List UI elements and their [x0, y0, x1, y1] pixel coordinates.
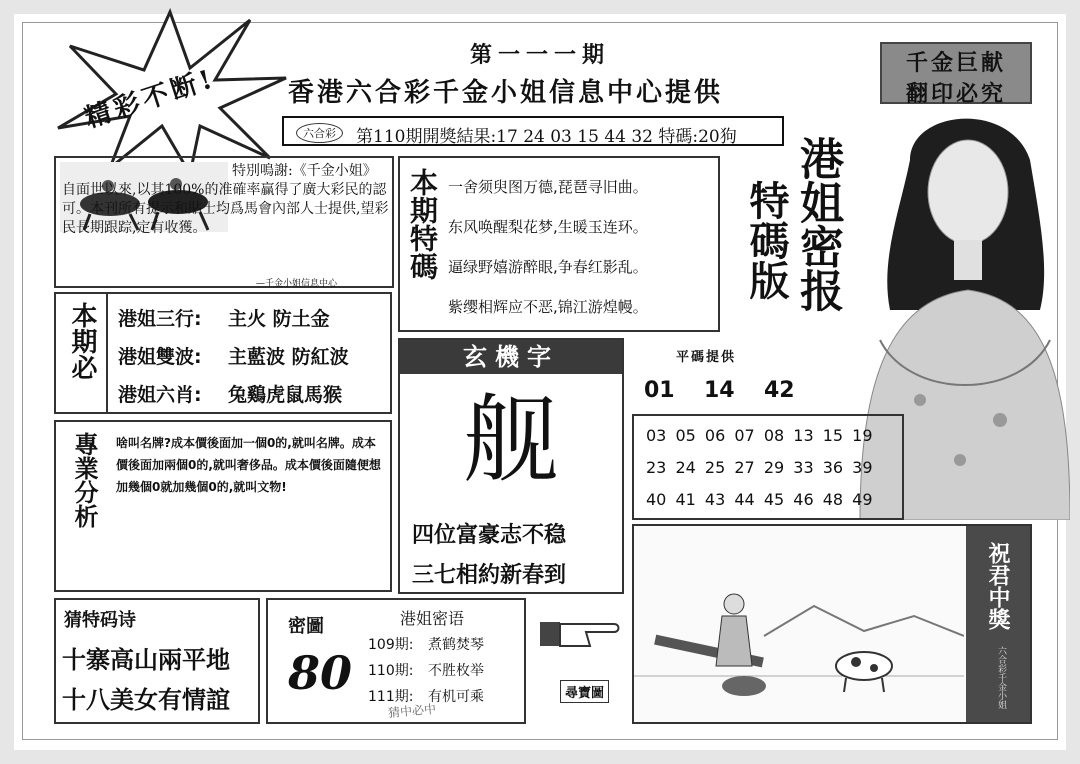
- tips-value: 主藍波 防紅波: [228, 346, 349, 368]
- poem-line: 一舍须臾图万德,琵琶寻旧曲。: [448, 178, 648, 196]
- flat-code: 36: [822, 458, 844, 477]
- flat-code: 33: [793, 458, 814, 477]
- flat-code: 49: [852, 490, 873, 509]
- flat-code: 45: [763, 490, 785, 509]
- flat-code-top: 42: [764, 378, 795, 403]
- mystery-line-2: 三七相約新春到: [412, 563, 567, 588]
- tips-heading: 本期必: [67, 302, 97, 380]
- secret-caption: 猜中必中: [387, 701, 437, 721]
- treasure-label: 尋寶圖: [560, 680, 609, 703]
- hk-secret-phrase: 煮鹤焚琴: [428, 637, 484, 653]
- tips-panel: [54, 292, 392, 414]
- copyright-stamp: [880, 42, 1032, 107]
- special-poem-panel: [398, 156, 720, 332]
- poem-line: 东风唤醒梨花梦,生暖玉连环。: [448, 218, 648, 236]
- flat-code: 05: [675, 426, 696, 445]
- flat-code: 41: [675, 490, 696, 509]
- flat-codes-heading: 平碼提供: [676, 350, 737, 365]
- mystery-char: 舰: [463, 384, 559, 496]
- flat-codes-row: [646, 458, 873, 477]
- pointing-hand-icon: [538, 612, 622, 652]
- hk-secret-period: 111期:: [368, 689, 414, 705]
- flat-code: 06: [704, 426, 726, 445]
- guess-poem-panel: [54, 598, 260, 724]
- flat-code: 27: [734, 458, 755, 477]
- flat-code: 44: [734, 490, 755, 509]
- flat-code: 40: [646, 490, 667, 509]
- stamp-line-2: 翻印必究: [905, 82, 1006, 107]
- flat-code-top: 14: [704, 378, 735, 403]
- tips-label: 港姐三行:: [118, 308, 202, 330]
- treasure-map: [632, 524, 1032, 724]
- secret-number: 80: [288, 646, 353, 700]
- mystery-panel: [398, 338, 624, 594]
- analysis-heading: 專業分析: [70, 432, 98, 528]
- flat-code: 25: [704, 458, 726, 477]
- side-title-col1: 特碼版: [743, 180, 790, 300]
- guess-poem-heading: 猜特码诗: [64, 610, 136, 631]
- flat-codes-row: [646, 490, 873, 509]
- tips-value: 主火 防土金: [228, 308, 330, 330]
- special-poem-heading: 本期特碼: [406, 168, 439, 280]
- hk-secret-period: 110期:: [368, 663, 414, 679]
- poem-line: 逼绿野嬉游醉眼,争春红影乱。: [448, 258, 648, 276]
- flat-code: 24: [675, 458, 696, 477]
- blessing-text: 祝君中獎: [985, 542, 1011, 630]
- flat-code: 13: [793, 426, 814, 445]
- guess-poem-line-1: 十寨高山兩平地: [62, 646, 230, 674]
- flat-code: 29: [763, 458, 785, 477]
- flat-codes-row: [646, 426, 873, 445]
- flat-code: 43: [704, 490, 726, 509]
- analysis-panel: [54, 420, 392, 592]
- flat-code: 03: [646, 426, 667, 445]
- blessing-sub: 六合彩千金小姐: [996, 646, 1006, 709]
- result-text: 第110期開獎結果:17 24 03 15 44 32 特碼:20狗: [356, 127, 737, 147]
- intro-panel: [54, 156, 394, 288]
- blessing-bar: [966, 526, 1030, 722]
- flat-code: 15: [822, 426, 844, 445]
- hk-secret-heading: 港姐密语: [400, 609, 465, 628]
- mystery-heading: 玄機字: [400, 340, 622, 374]
- analysis-text: 啥叫名牌?成本價後面加一個0的,就叫名牌。成本價後面加兩個0的,就叫奢侈品。成本價後面隨便想加幾個0就加幾個0的,就叫文物!: [116, 436, 381, 494]
- secret-label: 密圖: [288, 616, 324, 637]
- hk-secret-phrase: 有机可乘: [428, 689, 484, 705]
- secret-panel: [266, 598, 526, 724]
- result-bar: [282, 116, 784, 146]
- tips-divider: [106, 294, 108, 412]
- flat-code-top: 01: [644, 378, 675, 403]
- farmer-scene-icon: [634, 526, 964, 722]
- intro-signature: —千金小姐信息中心: [256, 279, 338, 289]
- flat-code: 23: [646, 458, 667, 477]
- guess-poem-line-2: 十八美女有情誼: [62, 686, 230, 714]
- flat-code: 46: [793, 490, 814, 509]
- flat-code: 19: [852, 426, 873, 445]
- issue-number: 第一一一期: [470, 43, 611, 68]
- side-title-col2: 港姐密报: [792, 136, 843, 312]
- flat-codes-grid: [632, 414, 904, 520]
- tips-label: 港姐六肖:: [118, 384, 202, 406]
- tips-value: 兔鷄虎鼠馬猴: [228, 384, 343, 406]
- mystery-line-1: 四位富豪志不稳: [412, 523, 567, 548]
- flat-code: 48: [822, 490, 844, 509]
- poem-line: 紫缨相辉应不恶,锦江游煌幔。: [448, 298, 648, 316]
- flat-code: 39: [852, 458, 873, 477]
- page-title: 香港六合彩千金小姐信息中心提供: [288, 78, 724, 108]
- burst-text: 精彩不断!: [81, 63, 220, 135]
- flat-code: 07: [734, 426, 755, 445]
- flat-code: 08: [763, 426, 785, 445]
- stamp-line-1: 千金巨献: [905, 51, 1006, 76]
- intro-text: 特別鳴謝:《千金小姐》自面世以來,以其100%的准確率贏得了廣大彩民的認可。本刊所有提示和貼士均爲馬會內部人士提供,望彩民長期跟踪,定有收獲。: [62, 163, 389, 236]
- tips-label: 港姐雙波:: [118, 346, 202, 368]
- lottery-logo: 六合彩: [296, 123, 343, 143]
- hk-secret-phrase: 不胜枚举: [428, 663, 484, 679]
- hk-secret-period: 109期:: [368, 637, 414, 653]
